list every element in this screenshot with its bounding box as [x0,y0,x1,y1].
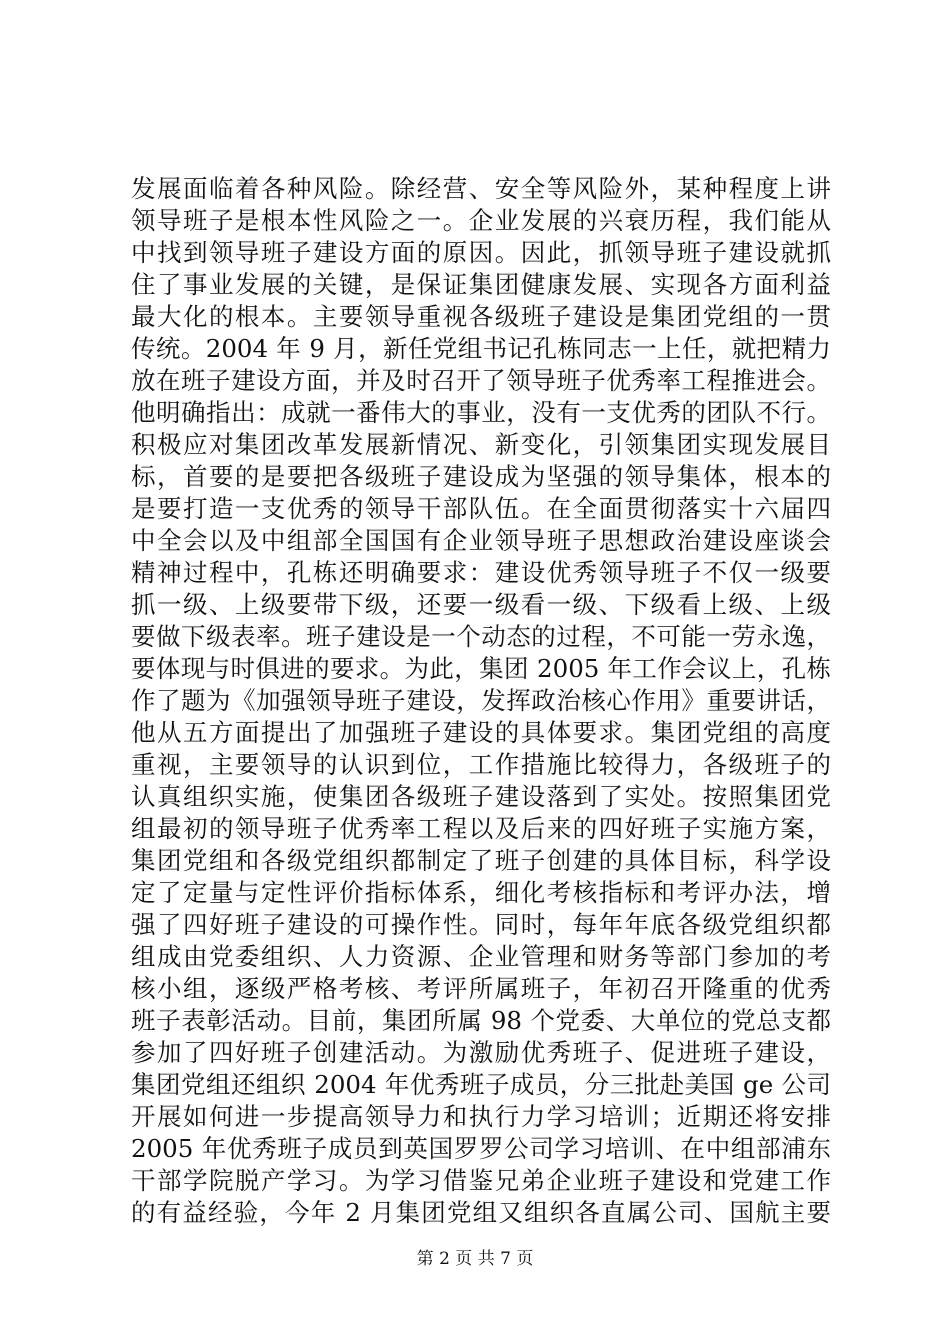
text-line: 集团党组和各级党组织都制定了班子创建的具体目标，科学设 [131,846,831,875]
text-line: 他从五方面提出了加强班子建设的具体要求。集团党组的高度 [131,718,831,747]
text-line: 领导班子是根本性风险之一。企业发展的兴衰历程，我们能从 [131,206,831,235]
text-line: 认真组织实施，使集团各级班子建设落到了实处。按照集团党 [131,782,831,811]
text-line: 集团党组还组织 2004 年优秀班子成员，分三批赴美国 ge 公司 [131,1070,831,1099]
text-line: 的有益经验，今年 2 月集团党组又组织各直属公司、国航主要 [131,1198,831,1227]
text-line: 他明确指出：成就一番伟大的事业，没有一支优秀的团队不行。 [131,398,831,427]
text-line: 2005 年优秀班子成员到英国罗罗公司学习培训、在中组部浦东 [131,1134,831,1163]
text-line: 组成由党委组织、人力资源、企业管理和财务等部门参加的考 [131,942,831,971]
text-line: 开展如何进一步提高领导力和执行力学习培训；近期还将安排 [131,1102,831,1131]
text-line: 要体现与时俱进的要求。为此，集团 2005 年工作会议上，孔栋 [131,654,831,683]
text-line: 最大化的根本。主要领导重视各级班子建设是集团党组的一贯 [131,302,831,331]
text-line: 住了事业发展的关键，是保证集团健康发展、实现各方面利益 [131,270,831,299]
text-line: 积极应对集团改革发展新情况、新变化，引领集团实现发展目 [131,430,831,459]
text-line: 放在班子建设方面，并及时召开了领导班子优秀率工程推进会。 [131,366,831,395]
text-line: 作了题为《加强领导班子建设，发挥政治核心作用》重要讲话， [131,686,831,715]
text-line: 要做下级表率。班子建设是一个动态的过程，不可能一劳永逸， [131,622,831,651]
text-line: 重视，主要领导的认识到位，工作措施比较得力，各级班子的 [131,750,831,779]
text-line: 精神过程中，孔栋还明确要求：建设优秀领导班子不仅一级要 [131,558,831,587]
text-line: 传统。2004 年 9 月，新任党组书记孔栋同志一上任，就把精力 [131,334,831,363]
text-line: 核小组，逐级严格考核、考评所属班子，年初召开隆重的优秀 [131,974,831,1003]
text-line: 强了四好班子建设的可操作性。同时，每年年底各级党组织都 [131,910,831,939]
text-line: 标，首要的是要把各级班子建设成为坚强的领导集体，根本的 [131,462,831,491]
text-line: 发展面临着各种风险。除经营、安全等风险外，某种程度上讲 [131,174,831,203]
text-line: 中找到领导班子建设方面的原因。因此，抓领导班子建设就抓 [131,238,831,267]
text-line: 班子表彰活动。目前，集团所属 98 个党委、大单位的党总支都 [131,1006,831,1035]
page-footer: 第 2 页 共 7 页 [416,1249,534,1269]
text-line: 抓一级、上级要带下级，还要一级看一级、下级看上级、上级 [131,590,831,619]
text-line: 定了定量与定性评价指标体系，细化考核指标和考评办法，增 [131,878,831,907]
text-line: 参加了四好班子创建活动。为激励优秀班子、促进班子建设， [131,1038,831,1067]
text-line: 中全会以及中组部全国国有企业领导班子思想政治建设座谈会 [131,526,831,555]
text-line: 是要打造一支优秀的领导干部队伍。在全面贯彻落实十六届四 [131,494,831,523]
text-line: 组最初的领导班子优秀率工程以及后来的四好班子实施方案， [131,814,831,843]
text-line: 干部学院脱产学习。为学习借鉴兄弟企业班子建设和党建工作 [131,1166,831,1195]
body-paragraph [131,173,831,1229]
